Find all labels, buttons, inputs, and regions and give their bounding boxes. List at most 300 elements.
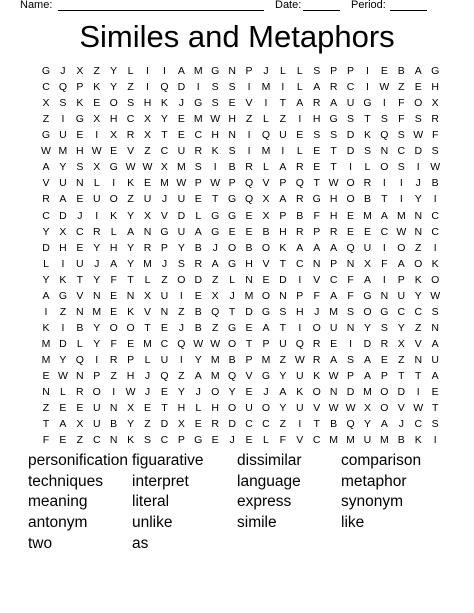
grid-letter[interactable]: A bbox=[330, 241, 338, 254]
grid-letter[interactable]: O bbox=[228, 241, 237, 254]
grid-letter[interactable]: A bbox=[194, 370, 202, 383]
grid-letter[interactable]: E bbox=[144, 402, 152, 415]
grid-letter[interactable]: M bbox=[41, 338, 51, 351]
grid-letter[interactable]: Y bbox=[127, 241, 135, 254]
grid-letter[interactable]: X bbox=[211, 289, 219, 302]
grid-letter[interactable]: G bbox=[329, 113, 338, 126]
grid-letter[interactable]: X bbox=[144, 113, 152, 126]
grid-letter[interactable]: L bbox=[263, 161, 269, 174]
grid-letter[interactable]: V bbox=[76, 289, 84, 302]
grid-letter[interactable]: Z bbox=[178, 370, 185, 383]
grid-letter[interactable]: M bbox=[329, 434, 338, 447]
grid-letter[interactable]: R bbox=[143, 241, 152, 254]
grid-letter[interactable]: R bbox=[42, 193, 50, 206]
grid-letter[interactable]: E bbox=[76, 241, 84, 254]
grid-letter[interactable]: C bbox=[414, 418, 423, 431]
grid-letter[interactable]: T bbox=[381, 193, 388, 206]
grid-letter[interactable]: V bbox=[397, 402, 405, 415]
grid-letter[interactable]: S bbox=[380, 321, 388, 334]
grid-letter[interactable]: P bbox=[313, 225, 321, 238]
grid-letter[interactable]: G bbox=[431, 65, 440, 77]
name-blank[interactable] bbox=[58, 10, 264, 11]
grid-letter[interactable]: W bbox=[379, 81, 390, 94]
grid-letter[interactable]: T bbox=[330, 161, 337, 174]
grid-letter[interactable]: L bbox=[76, 338, 83, 351]
grid-letter[interactable]: O bbox=[109, 193, 118, 206]
grid-letter[interactable]: C bbox=[296, 257, 304, 270]
grid-letter[interactable]: W bbox=[142, 161, 153, 174]
grid-letter[interactable]: O bbox=[261, 289, 271, 302]
grid-letter[interactable]: A bbox=[177, 65, 185, 77]
grid-letter[interactable]: L bbox=[195, 402, 202, 415]
grid-letter[interactable]: H bbox=[211, 402, 219, 415]
grid-letter[interactable]: I bbox=[264, 97, 268, 110]
grid-letter[interactable]: W bbox=[413, 129, 424, 142]
grid-letter[interactable]: D bbox=[194, 273, 203, 286]
grid-letter[interactable]: H bbox=[143, 97, 152, 110]
grid-letter[interactable]: R bbox=[92, 225, 101, 238]
grid-letter[interactable]: R bbox=[126, 129, 135, 142]
grid-letter[interactable]: P bbox=[347, 370, 355, 383]
grid-letter[interactable]: F bbox=[347, 289, 354, 302]
grid-letter[interactable]: S bbox=[76, 161, 84, 174]
grid-letter[interactable]: E bbox=[313, 161, 321, 174]
grid-letter[interactable]: R bbox=[329, 225, 338, 238]
grid-letter[interactable]: O bbox=[346, 177, 355, 190]
grid-letter[interactable]: P bbox=[93, 370, 101, 383]
grid-letter[interactable]: V bbox=[414, 338, 422, 351]
grid-letter[interactable]: U bbox=[92, 402, 101, 415]
grid-letter[interactable]: P bbox=[177, 434, 185, 447]
grid-letter[interactable]: F bbox=[431, 129, 439, 142]
grid-letter[interactable]: G bbox=[109, 161, 118, 174]
grid-letter[interactable]: M bbox=[396, 209, 406, 222]
grid-letter[interactable]: N bbox=[346, 257, 355, 270]
grid-letter[interactable]: A bbox=[363, 370, 371, 383]
grid-letter[interactable]: S bbox=[397, 129, 405, 142]
grid-letter[interactable]: O bbox=[397, 241, 406, 254]
grid-letter[interactable]: W bbox=[345, 402, 356, 415]
grid-letter[interactable]: S bbox=[414, 113, 422, 126]
grid-letter[interactable]: O bbox=[380, 386, 389, 399]
grid-letter[interactable]: E bbox=[194, 289, 202, 302]
grid-letter[interactable]: X bbox=[59, 225, 67, 238]
grid-letter[interactable]: Y bbox=[93, 338, 101, 351]
grid-letter[interactable]: C bbox=[329, 273, 338, 286]
period-blank[interactable] bbox=[390, 10, 427, 11]
grid-letter[interactable]: S bbox=[144, 434, 152, 447]
grid-letter[interactable]: A bbox=[313, 81, 321, 94]
grid-letter[interactable]: I bbox=[349, 161, 352, 174]
grid-letter[interactable]: B bbox=[296, 209, 304, 222]
grid-letter[interactable]: I bbox=[179, 354, 183, 367]
grid-letter[interactable]: W bbox=[125, 161, 136, 174]
grid-letter[interactable]: K bbox=[313, 370, 321, 383]
grid-letter[interactable]: I bbox=[112, 177, 116, 190]
grid-letter[interactable]: H bbox=[312, 113, 321, 126]
grid-letter[interactable]: G bbox=[380, 305, 389, 318]
grid-letter[interactable]: C bbox=[160, 145, 169, 158]
grid-letter[interactable]: E bbox=[194, 418, 202, 431]
grid-letter[interactable]: G bbox=[228, 257, 237, 270]
grid-letter[interactable]: Q bbox=[380, 129, 389, 142]
grid-letter[interactable]: G bbox=[41, 129, 51, 142]
grid-letter[interactable]: F bbox=[313, 209, 320, 222]
grid-letter[interactable]: T bbox=[398, 370, 405, 383]
grid-letter[interactable]: N bbox=[329, 386, 338, 399]
grid-letter[interactable]: A bbox=[59, 418, 67, 431]
grid-letter[interactable]: J bbox=[314, 305, 320, 318]
grid-letter[interactable]: U bbox=[279, 338, 287, 351]
grid-letter[interactable]: E bbox=[110, 145, 118, 158]
grid-letter[interactable]: C bbox=[346, 81, 355, 94]
grid-letter[interactable]: Q bbox=[244, 193, 254, 206]
grid-letter[interactable]: P bbox=[380, 370, 388, 383]
grid-letter[interactable]: V bbox=[160, 209, 168, 222]
grid-letter[interactable]: H bbox=[59, 241, 67, 254]
grid-letter[interactable]: F bbox=[347, 273, 354, 286]
grid-letter[interactable]: M bbox=[210, 354, 220, 367]
grid-letter[interactable]: S bbox=[211, 97, 219, 110]
grid-letter[interactable]: Y bbox=[363, 321, 371, 334]
grid-letter[interactable]: G bbox=[41, 65, 51, 77]
grid-letter[interactable]: F bbox=[42, 434, 50, 447]
grid-letter[interactable]: Z bbox=[42, 402, 50, 415]
grid-letter[interactable]: U bbox=[346, 97, 355, 110]
grid-letter[interactable]: E bbox=[93, 97, 101, 110]
grid-letter[interactable]: G bbox=[194, 97, 203, 110]
grid-letter[interactable]: Z bbox=[161, 273, 168, 286]
grid-letter[interactable]: J bbox=[263, 65, 269, 77]
grid-letter[interactable]: D bbox=[414, 145, 423, 158]
grid-letter[interactable]: J bbox=[161, 193, 168, 206]
grid-letter[interactable]: G bbox=[261, 370, 271, 383]
grid-letter[interactable]: O bbox=[363, 305, 372, 318]
grid-letter[interactable]: V bbox=[313, 402, 321, 415]
grid-letter[interactable]: X bbox=[110, 129, 118, 142]
grid-letter[interactable]: N bbox=[245, 273, 253, 286]
grid-letter[interactable]: L bbox=[263, 434, 269, 447]
grid-letter[interactable]: Z bbox=[415, 241, 422, 254]
grid-letter[interactable]: Y bbox=[194, 354, 202, 367]
grid-letter[interactable]: C bbox=[92, 434, 101, 447]
grid-letter[interactable]: Q bbox=[211, 305, 220, 318]
grid-letter[interactable]: G bbox=[228, 209, 237, 222]
grid-letter[interactable]: P bbox=[228, 177, 236, 190]
grid-letter[interactable]: A bbox=[296, 241, 304, 254]
grid-letter[interactable]: Y bbox=[93, 273, 101, 286]
grid-letter[interactable]: I bbox=[247, 81, 251, 94]
grid-letter[interactable]: I bbox=[382, 97, 386, 110]
grid-letter[interactable]: X bbox=[262, 209, 270, 222]
grid-letter[interactable]: R bbox=[245, 161, 253, 174]
grid-letter[interactable]: S bbox=[431, 418, 439, 431]
grid-letter[interactable]: I bbox=[281, 145, 285, 158]
grid-letter[interactable]: E bbox=[245, 209, 253, 222]
grid-letter[interactable]: S bbox=[228, 145, 236, 158]
grid-letter[interactable]: Z bbox=[279, 113, 287, 126]
grid-letter[interactable]: I bbox=[95, 129, 99, 142]
grid-letter[interactable]: Y bbox=[279, 370, 287, 383]
grid-letter[interactable]: Y bbox=[59, 161, 67, 174]
grid-letter[interactable]: R bbox=[211, 418, 219, 431]
grid-letter[interactable]: L bbox=[229, 273, 236, 286]
grid-letter[interactable]: G bbox=[261, 305, 271, 318]
grid-letter[interactable]: Z bbox=[144, 418, 151, 431]
grid-letter[interactable]: D bbox=[279, 273, 287, 286]
grid-letter[interactable]: B bbox=[330, 418, 338, 431]
grid-letter[interactable]: M bbox=[363, 386, 372, 399]
grid-letter[interactable]: M bbox=[193, 65, 203, 77]
grid-letter[interactable]: F bbox=[110, 338, 117, 351]
grid-letter[interactable]: J bbox=[94, 257, 100, 270]
grid-letter[interactable]: J bbox=[398, 418, 404, 431]
grid-letter[interactable]: Y bbox=[397, 321, 405, 334]
grid-letter[interactable]: L bbox=[296, 145, 303, 158]
grid-letter[interactable]: B bbox=[194, 241, 202, 254]
grid-letter[interactable]: Y bbox=[414, 193, 422, 206]
grid-letter[interactable]: H bbox=[329, 193, 338, 206]
grid-letter[interactable]: J bbox=[161, 257, 168, 270]
grid-letter[interactable]: L bbox=[127, 65, 134, 77]
grid-letter[interactable]: W bbox=[396, 225, 407, 238]
grid-letter[interactable]: E bbox=[347, 225, 355, 238]
grid-letter[interactable]: E bbox=[59, 434, 67, 447]
grid-letter[interactable]: X bbox=[93, 161, 101, 174]
grid-letter[interactable]: V bbox=[262, 177, 270, 190]
grid-letter[interactable]: C bbox=[76, 225, 84, 238]
grid-letter[interactable]: P bbox=[262, 338, 270, 351]
grid-letter[interactable]: Z bbox=[398, 81, 405, 94]
grid-letter[interactable]: N bbox=[109, 402, 118, 415]
grid-letter[interactable]: R bbox=[312, 97, 321, 110]
grid-letter[interactable]: E bbox=[76, 402, 84, 415]
grid-letter[interactable]: A bbox=[330, 289, 338, 302]
grid-letter[interactable]: E bbox=[211, 434, 219, 447]
grid-letter[interactable]: E bbox=[228, 97, 236, 110]
grid-letter[interactable]: E bbox=[110, 305, 118, 318]
grid-letter[interactable]: S bbox=[228, 81, 236, 94]
grid-letter[interactable]: Q bbox=[75, 354, 84, 367]
grid-letter[interactable]: I bbox=[162, 65, 166, 77]
grid-letter[interactable]: D bbox=[245, 305, 253, 318]
grid-letter[interactable]: K bbox=[414, 434, 422, 447]
grid-letter[interactable]: T bbox=[161, 129, 168, 142]
grid-letter[interactable]: H bbox=[76, 145, 84, 158]
grid-letter[interactable]: W bbox=[328, 370, 339, 383]
grid-letter[interactable]: U bbox=[177, 193, 186, 206]
grid-letter[interactable]: P bbox=[279, 177, 287, 190]
grid-letter[interactable]: U bbox=[160, 289, 169, 302]
grid-letter[interactable]: R bbox=[431, 113, 439, 126]
grid-letter[interactable]: O bbox=[431, 273, 440, 286]
grid-letter[interactable]: P bbox=[279, 209, 287, 222]
grid-letter[interactable]: A bbox=[42, 161, 50, 174]
grid-letter[interactable]: X bbox=[363, 257, 371, 270]
grid-letter[interactable]: B bbox=[228, 161, 236, 174]
grid-letter[interactable]: R bbox=[296, 225, 304, 238]
grid-letter[interactable]: M bbox=[261, 81, 271, 94]
grid-letter[interactable]: I bbox=[179, 289, 183, 302]
grid-letter[interactable]: Y bbox=[93, 321, 101, 334]
grid-letter[interactable]: D bbox=[346, 129, 355, 142]
grid-letter[interactable]: A bbox=[363, 273, 371, 286]
grid-letter[interactable]: N bbox=[279, 289, 287, 302]
grid-letter[interactable]: E bbox=[245, 434, 253, 447]
grid-letter[interactable]: Y bbox=[127, 418, 135, 431]
grid-letter[interactable]: U bbox=[76, 257, 84, 270]
grid-letter[interactable]: T bbox=[431, 402, 439, 415]
grid-letter[interactable]: I bbox=[416, 161, 420, 174]
grid-letter[interactable]: V bbox=[127, 145, 135, 158]
grid-letter[interactable]: T bbox=[144, 321, 151, 334]
grid-letter[interactable]: I bbox=[416, 386, 420, 399]
grid-letter[interactable]: J bbox=[415, 177, 421, 190]
grid-letter[interactable]: W bbox=[210, 113, 221, 126]
grid-letter[interactable]: Q bbox=[58, 81, 67, 94]
grid-letter[interactable]: I bbox=[366, 81, 369, 94]
grid-letter[interactable]: O bbox=[261, 402, 271, 415]
grid-letter[interactable]: G bbox=[211, 209, 220, 222]
grid-letter[interactable]: S bbox=[59, 97, 67, 110]
grid-letter[interactable]: Z bbox=[42, 113, 50, 126]
grid-letter[interactable]: O bbox=[312, 321, 321, 334]
grid-letter[interactable]: X bbox=[42, 97, 50, 110]
grid-letter[interactable]: Q bbox=[261, 129, 271, 142]
grid-letter[interactable]: S bbox=[363, 145, 371, 158]
grid-letter[interactable]: H bbox=[329, 209, 338, 222]
grid-letter[interactable]: M bbox=[176, 161, 186, 174]
grid-letter[interactable]: E bbox=[127, 338, 135, 351]
grid-letter[interactable]: E bbox=[245, 225, 253, 238]
grid-letter[interactable]: I bbox=[61, 321, 65, 334]
grid-letter[interactable]: L bbox=[364, 161, 371, 174]
grid-letter[interactable]: C bbox=[160, 434, 169, 447]
grid-letter[interactable]: Q bbox=[228, 370, 237, 383]
grid-letter[interactable]: J bbox=[195, 386, 201, 399]
grid-letter[interactable]: W bbox=[210, 177, 221, 190]
grid-letter[interactable]: A bbox=[127, 225, 135, 238]
grid-letter[interactable]: E bbox=[330, 338, 338, 351]
grid-letter[interactable]: N bbox=[143, 225, 152, 238]
grid-letter[interactable]: K bbox=[93, 81, 101, 94]
grid-letter[interactable]: R bbox=[296, 193, 304, 206]
grid-letter[interactable]: U bbox=[59, 177, 67, 190]
grid-letter[interactable]: M bbox=[41, 354, 51, 367]
grid-letter[interactable]: H bbox=[109, 241, 118, 254]
grid-letter[interactable]: Y bbox=[177, 386, 185, 399]
grid-letter[interactable]: T bbox=[364, 113, 371, 126]
grid-letter[interactable]: L bbox=[59, 386, 66, 399]
grid-letter[interactable]: U bbox=[279, 129, 287, 142]
grid-letter[interactable]: W bbox=[328, 177, 339, 190]
grid-letter[interactable]: B bbox=[194, 305, 202, 318]
grid-letter[interactable]: S bbox=[431, 145, 439, 158]
grid-letter[interactable]: S bbox=[313, 129, 321, 142]
grid-letter[interactable]: N bbox=[228, 129, 236, 142]
grid-letter[interactable]: T bbox=[313, 418, 320, 431]
grid-letter[interactable]: V bbox=[245, 97, 253, 110]
grid-letter[interactable]: J bbox=[263, 386, 269, 399]
date-blank[interactable] bbox=[303, 10, 340, 11]
grid-letter[interactable]: U bbox=[329, 321, 338, 334]
grid-letter[interactable]: X bbox=[262, 193, 270, 206]
grid-letter[interactable]: Q bbox=[295, 338, 304, 351]
grid-letter[interactable]: H bbox=[228, 113, 236, 126]
grid-letter[interactable]: L bbox=[144, 354, 151, 367]
grid-letter[interactable]: E bbox=[144, 177, 152, 190]
grid-letter[interactable]: W bbox=[193, 338, 204, 351]
grid-letter[interactable]: X bbox=[76, 418, 84, 431]
grid-letter[interactable]: N bbox=[228, 65, 236, 77]
grid-letter[interactable]: V bbox=[42, 177, 50, 190]
grid-letter[interactable]: Z bbox=[245, 113, 253, 126]
grid-letter[interactable]: S bbox=[347, 305, 355, 318]
grid-letter[interactable]: S bbox=[177, 257, 185, 270]
grid-letter[interactable]: N bbox=[109, 434, 118, 447]
grid-letter[interactable]: X bbox=[93, 113, 101, 126]
grid-letter[interactable]: Y bbox=[363, 418, 371, 431]
grid-letter[interactable]: O bbox=[92, 386, 101, 399]
grid-letter[interactable]: T bbox=[279, 97, 287, 110]
grid-letter[interactable]: E bbox=[431, 386, 439, 399]
grid-letter[interactable]: T bbox=[228, 305, 236, 318]
grid-letter[interactable]: R bbox=[296, 161, 304, 174]
grid-letter[interactable]: U bbox=[245, 402, 253, 415]
grid-letter[interactable]: N bbox=[346, 321, 355, 334]
grid-letter[interactable]: Q bbox=[346, 418, 355, 431]
grid-letter[interactable]: O bbox=[228, 402, 237, 415]
grid-letter[interactable]: B bbox=[397, 65, 405, 77]
grid-letter[interactable]: H bbox=[431, 81, 439, 94]
grid-letter[interactable]: M bbox=[329, 305, 338, 318]
grid-letter[interactable]: G bbox=[211, 65, 220, 77]
grid-letter[interactable]: C bbox=[194, 129, 203, 142]
grid-letter[interactable]: P bbox=[296, 289, 304, 302]
grid-letter[interactable]: E bbox=[59, 402, 67, 415]
grid-letter[interactable]: I bbox=[433, 434, 437, 447]
grid-letter[interactable]: X bbox=[363, 402, 371, 415]
grid-letter[interactable]: V bbox=[296, 434, 304, 447]
grid-letter[interactable]: C bbox=[312, 434, 321, 447]
grid-letter[interactable]: J bbox=[178, 97, 184, 110]
grid-letter[interactable]: J bbox=[60, 65, 66, 77]
grid-letter[interactable]: Z bbox=[144, 145, 151, 158]
grid-letter[interactable]: W bbox=[430, 161, 441, 174]
grid-letter[interactable]: D bbox=[42, 241, 50, 254]
grid-letter[interactable]: E bbox=[363, 225, 371, 238]
grid-letter[interactable]: P bbox=[160, 241, 168, 254]
grid-letter[interactable]: N bbox=[160, 305, 169, 318]
grid-letter[interactable]: T bbox=[127, 273, 134, 286]
grid-letter[interactable]: O bbox=[126, 321, 135, 334]
grid-letter[interactable]: I bbox=[399, 177, 403, 190]
grid-letter[interactable]: A bbox=[313, 241, 321, 254]
grid-letter[interactable]: L bbox=[43, 257, 49, 270]
grid-letter[interactable]: Z bbox=[415, 321, 422, 334]
grid-letter[interactable]: S bbox=[347, 113, 355, 126]
grid-letter[interactable]: Y bbox=[127, 209, 135, 222]
grid-letter[interactable]: Z bbox=[279, 418, 287, 431]
grid-letter[interactable]: T bbox=[76, 273, 84, 286]
grid-letter[interactable]: K bbox=[296, 386, 304, 399]
grid-letter[interactable]: T bbox=[415, 370, 422, 383]
grid-letter[interactable]: E bbox=[313, 145, 321, 158]
grid-letter[interactable]: R bbox=[194, 145, 203, 158]
grid-letter[interactable]: A bbox=[431, 370, 439, 383]
grid-letter[interactable]: D bbox=[363, 338, 372, 351]
grid-letter[interactable]: M bbox=[160, 177, 169, 190]
